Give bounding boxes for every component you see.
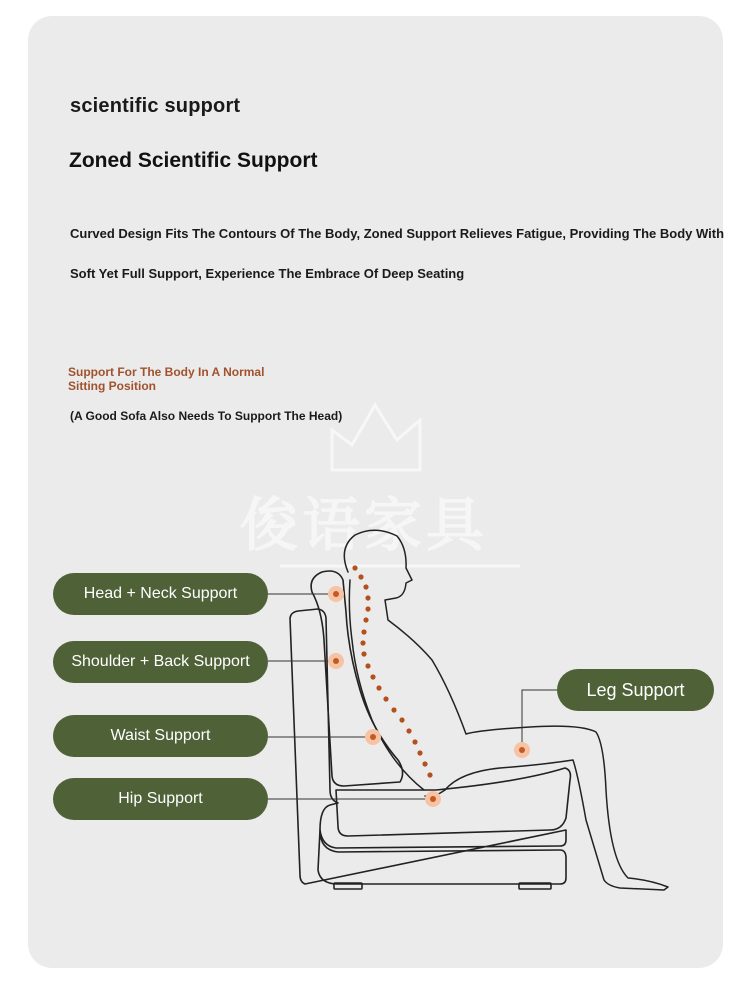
- waist-support-label: Waist Support: [53, 715, 268, 757]
- head-hotspot-icon: [328, 586, 344, 602]
- waist-hotspot-icon: [365, 729, 381, 745]
- hip-support-label: Hip Support: [53, 778, 268, 820]
- spine-dots: [352, 565, 432, 777]
- shoulder-back-support-label: Shoulder + Back Support: [53, 641, 268, 683]
- description-line-2: Soft Yet Full Support, Experience The Embrace Of Deep Seating: [70, 266, 465, 281]
- shoulder-hotspot-icon: [328, 653, 344, 669]
- hip-hotspot-icon: [425, 791, 441, 807]
- leg-hotspot-icon: [514, 742, 530, 758]
- section-eyebrow: scientific support: [70, 95, 241, 117]
- leg-support-label: Leg Support: [557, 669, 714, 711]
- sofa-outline: [290, 571, 570, 889]
- brand-watermark: 俊语家具: [240, 491, 489, 559]
- head-support-note: (A Good Sofa Also Needs To Support The Head): [70, 409, 343, 423]
- watermark-logo-icon: [280, 405, 520, 566]
- callout-lines: [268, 594, 557, 799]
- head-neck-support-label: Head + Neck Support: [53, 573, 268, 615]
- sitting-position-label: Support For The Body In A Normal Sitting Position: [68, 365, 265, 393]
- description-line-1: Curved Design Fits The Contours Of The Body, Zoned Support Relieves Fatigue, Providing The Body With: [70, 226, 725, 241]
- section-title: Zoned Scientific Support: [69, 149, 318, 172]
